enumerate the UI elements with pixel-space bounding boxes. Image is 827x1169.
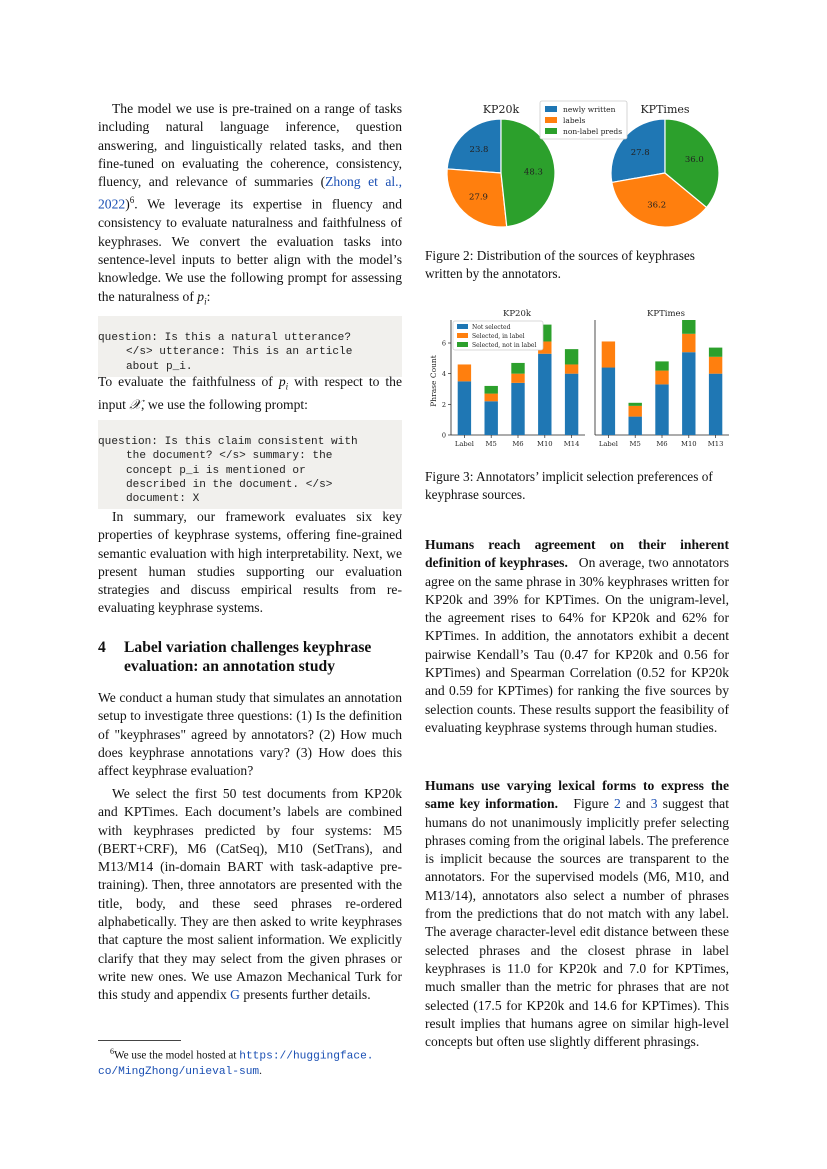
section-title: Label variation challenges keyphrase evaluation: an annotation study [124,639,372,675]
figure-2-link[interactable]: 2 [614,796,621,812]
figure-3-link[interactable]: 3 [650,796,658,812]
bar-kptimes-label-selected-in-label [602,341,615,367]
bar-kptimes-title: KPTimes [647,309,685,319]
pie-value-label-kptimes-newly-written: 27.8 [630,148,650,159]
bar-kptimes-m10-selected-in-label [682,334,695,352]
pie-value-label-kp20k-labels: 27.9 [469,192,488,203]
legend-label-newly-written: newly written [563,105,616,114]
y-tick-label-6: 6 [441,339,446,348]
legend-swatch-newly-written [545,106,557,112]
figure-2-pie-charts [425,98,729,246]
paragraph-faithfulness: To evaluate the faithfulness of $p_i$ with respect to the input 𝒳, we use the following prompt: [98,374,403,413]
bar-kptimes-m5-not-selected [629,417,642,435]
legend-label-selected-not-in-label: Selected, not in label [472,342,537,349]
x-tick-label-kptimes-label: Label [598,440,618,448]
pie-value-label-kp20k-non-label-preds: 48.3 [523,167,543,178]
x-tick-label-kp20k-m14: M14 [563,440,580,448]
pie-kp20k-title: KP20k [482,103,520,116]
bar-kptimes-label-not-selected [602,368,615,435]
faithfulness-prompt-code: question: Is this claim consistent with the document? </s> summary: the concept p_i is mentioned or described in the document. </s> document: X [98,420,402,509]
legend-label-non-label-preds: non-label preds [563,127,623,136]
bar-kp20k-m14-selected-in-label [565,364,578,373]
figure-3-caption: Figure 3: Annotators’ implicit selection preferences of keyphrase sources. [425,469,713,502]
figure-2-caption: Figure 2: Distribution of the sources of keyphrases written by the annotators. [425,248,695,281]
legend-swatch-selected-in-label [457,333,468,338]
legend-label-selected-in-label: Selected, in label [472,333,525,340]
bar-kptimes-m13-selected-in-label [709,357,722,374]
y-axis-label: Phrase Count [429,355,438,407]
pie-kp20k [447,119,555,227]
y-tick-label-2: 2 [441,400,446,409]
paragraph-study-setup: We select the first 50 test documents from KP20k and KPTimes. Each document’s labels are combined with keyphrases predicted by four systems: M5 (BERT+CRF), M6 (CatSeq), M10 (SetTrans), and M13/M14 (in-domain BART with task-adaptive pre-training). Then, three annotators are presented with the title, body, and these seed phrases re-ordered alphabetically. They are then asked to write keyphrases that capture the most salient information. We explicitly clarify that they may select from the given phrases or write new ones. We use Amazon Mechanical Turk for this study and appendix G presents further details. [98,786,402,1003]
bar-legend [453,321,543,350]
bar-kptimes-m6-selected-in-label [655,371,668,385]
footnote-url-link[interactable]: https://huggingface. co/MingZhong/unieval-sum [98,1050,374,1079]
bar-kp20k-m14-selected-not-in-label [565,349,578,364]
pie-kptimes-title: KPTimes [640,103,690,116]
legend-swatch-not-selected [457,324,468,329]
paragraph-agreement-heading: Humans reach agreement on their inherent definition of keyphrases. [425,537,729,571]
bar-kptimes-m5-selected-not-in-label [629,403,642,406]
legend-label-not-selected: Not selected [472,324,511,331]
bar-kptimes-m13-selected-not-in-label [709,348,722,357]
bar-kptimes-m5-selected-in-label [629,406,642,417]
x-tick-label-kp20k-m5: M5 [485,440,497,448]
legend-swatch-non-label-preds [545,128,557,134]
bar-kptimes-m6-selected-not-in-label [655,361,668,370]
pie-value-label-kp20k-newly-written: 23.8 [469,145,489,156]
legend-label-labels: labels [563,116,586,125]
bar-kp20k-m6-selected-not-in-label [511,363,524,374]
bar-kp20k-m5-selected-in-label [485,394,498,402]
appendix-g-link[interactable]: G [230,987,240,1003]
footnote-area [98,1040,402,1080]
bar-kptimes-m6-not-selected [655,384,668,435]
x-tick-label-kptimes-m6: M6 [656,440,668,448]
x-tick-label-kptimes-m5: M5 [629,440,641,448]
paragraph-model-description: The model we use is pre-trained on a range of tasks including natural language inference, question answering, and linguistically related tasks, and then fine-tuned on evaluating the coherence, consistency, fluency, and relevance of summaries (Zhong et al., 2022)$^6$. We leverage its expertise in fluency and consistency to evaluate naturalness and faithfulness of keyphrases. We convert the evaluation tasks into sentence-level inputs to better align with the model’s knowledge. We use the following prompt for assessing the naturalness of $p_i$: [98,101,402,307]
y-tick-label-0: 0 [441,431,446,440]
paragraph-lexical-heading: Humans use varying lexical forms to express the same key information. [425,778,729,812]
bar-kp20k-m6-not-selected [511,383,524,435]
section-heading-4 [98,638,402,676]
x-tick-label-kp20k-m6: M6 [512,440,524,448]
bar-kp20k-m5-not-selected [485,401,498,435]
x-tick-label-kptimes-m13: M13 [707,440,724,448]
paragraph-agreement: Humans reach agreement on their inherent definition of keyphrases. On average, two annotators agree on the same phrase in 30% keyphrases written for KP20k and 39% for KPTimes. On the unigram-level, the agreement rises to 64% for KP20k and 62% for KPTimes. In addition, the annotators exhibit a decent pairwise Kendall’s Tau (0.47 for KP20k and 0.56 for KPTimes) and Spearman Correlation (0.52 for KP20k and 0.59 for KPTimes) for ranking the five sources by selection counts. These results support the feasibility of evaluating keyphrase systems through human studies. [425,537,729,735]
pie-value-label-kptimes-labels: 36.2 [647,200,667,211]
citation-zhong-2022[interactable]: Zhong et al., 2022 [98,174,402,213]
bar-kp20k-m10-not-selected [538,354,551,435]
x-tick-label-kptimes-m10: M10 [680,440,697,448]
legend-swatch-labels [545,117,557,123]
figure-3-bar-charts [425,306,729,452]
footnote-6: $^6$We use the model hosted at https://huggingface. co/MingZhong/unieval-sum. [98,1047,374,1079]
pie-legend [540,101,627,139]
bar-kp20k-m14-not-selected [565,374,578,435]
footnote-ref-6[interactable]: 6 [129,195,135,206]
bar-chart-kptimes [595,320,729,448]
legend-swatch-selected-not-in-label [457,342,468,347]
bar-kptimes-m10-selected-not-in-label [682,320,695,334]
bar-kp20k-m6-selected-in-label [511,374,524,383]
x-tick-label-kp20k-label: Label [454,440,474,448]
section-number: 4 [98,639,106,656]
bar-kptimes-m10-not-selected [682,352,695,435]
footnote-rule [98,1040,181,1041]
bar-kp20k-label-not-selected [458,381,471,435]
naturalness-prompt-code: question: Is this a natural utterance? </s> utterance: This is an article about p_i. [98,316,402,377]
x-tick-label-kp20k-m10: M10 [536,440,553,448]
paragraph-summary: In summary, our framework evaluates six key properties of keyphrase systems, offering fine-grained semantic evaluation with high interpretability. Next, we present human studies supporting our evaluation strategies and discuss empirical results from re-evaluating keyphrase systems. [98,509,402,616]
pie-value-label-kptimes-non-label-preds: 36.0 [684,155,704,166]
bar-kp20k-m5-selected-not-in-label [485,386,498,394]
bar-kptimes-m13-not-selected [709,374,722,435]
bar-kp20k-label-selected-in-label [458,364,471,381]
paragraph-lexical-forms: Humans use varying lexical forms to express the same key information. Figure 2 and 3 suggest that humans do not unanimously implicitly prefer selecting phrases coming from the original labels. The preference is implicit because the sources are transparent to the annotators. For the supervised models (M6, M10, and M13/14), annotators also select a number of phrases from the predictions that do not match with any label. The average character-level edit distance between these selected phrases and the closest phrase in label keyphrases is 11.0 for KP20k and 7.0 for KPTimes, much smaller than the metric for phrases that are not selected (17.5 for KP20k and 14.6 for KPTimes). This result implies that humans agree on similar high-level concepts but often use slightly different phrasings. [425,778,729,1050]
bar-kp20k-title: KP20k [502,309,532,319]
paragraph-study-questions: We conduct a human study that simulates an annotation setup to investigate three questions: (1) Is the definition of "keyphrases" agreed by annotators? (2) How much does keyphrase annotations vary? (3) How does this affect keyphrase evaluation? [98,690,402,779]
y-tick-label-4: 4 [441,370,446,379]
